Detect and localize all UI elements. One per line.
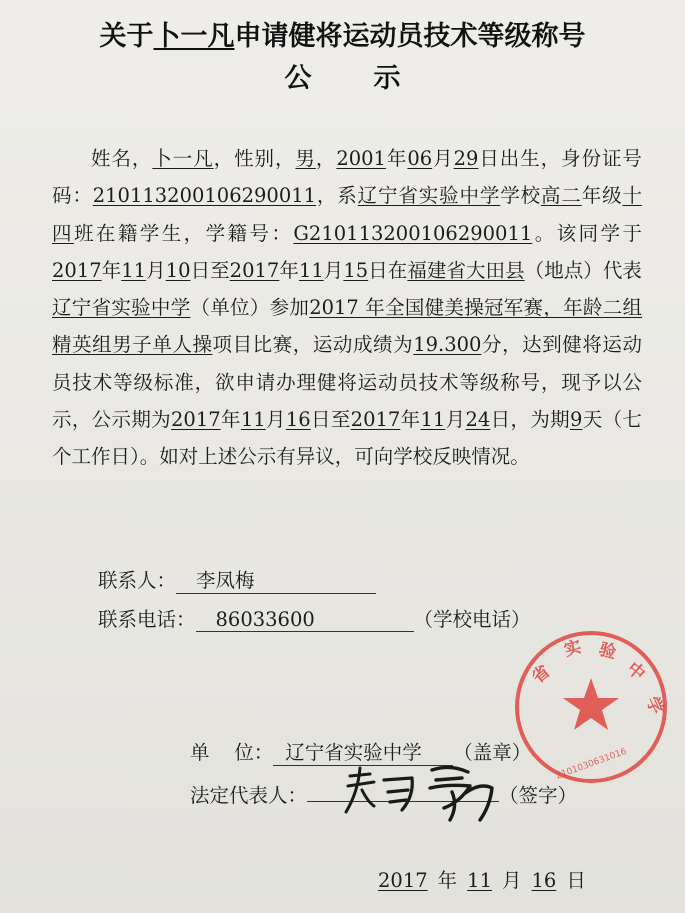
contact-person-label: 联系人： [98, 569, 177, 592]
text: 月 [146, 258, 166, 282]
end-month: 11 [298, 258, 324, 282]
text: 年 [437, 869, 458, 892]
text: ，性别， [213, 147, 296, 170]
unit-name: 辽宁省实验中学 [273, 737, 453, 766]
contact-phone-row [98, 604, 531, 632]
end-year: 2017 [229, 258, 280, 282]
text: 分，达到健将运动员技术等级标准，欲申请办理健将运动员技术等级称号，现予以公示，公示期为 [52, 333, 642, 432]
text: 年级 [581, 184, 623, 208]
text: 月 [501, 869, 522, 892]
text: 姓名， [91, 147, 153, 170]
publicity-end-month: 11 [420, 408, 446, 432]
text: ， [315, 147, 337, 170]
official-seal-icon [512, 628, 670, 786]
svg-text:中: 中 [622, 658, 649, 685]
publicity-start-day: 16 [285, 408, 311, 432]
birth-year: 2001 [336, 147, 386, 170]
date-day: 16 [531, 869, 557, 892]
text: 日至 [310, 408, 351, 432]
text: 月 [323, 258, 344, 282]
representing-unit: 辽宁省实验中学 [52, 296, 191, 320]
text: 年 [279, 258, 299, 282]
text: 年 [400, 408, 421, 432]
birth-day: 29 [453, 147, 479, 170]
text: 。该同学于 [532, 221, 642, 245]
publicity-end-year: 2017 [350, 408, 401, 432]
svg-text:实: 实 [562, 637, 584, 661]
publicity-start-month: 11 [240, 408, 266, 432]
text: 日出生，身份证号码： [52, 147, 642, 208]
representative-label: 法定代表人： [190, 784, 308, 807]
handwritten-signature [340, 762, 510, 824]
contact-phone-label: 联系电话： [98, 608, 196, 631]
svg-text:省: 省 [528, 661, 555, 688]
text: 日在 [368, 258, 408, 282]
publicity-start-year: 2017 [171, 408, 221, 432]
contact-person-row [98, 565, 376, 594]
score: 19.300 [413, 333, 482, 357]
competition-location: 福建省大田县 [407, 258, 525, 282]
title-name: 卜一凡 [153, 21, 235, 52]
start-year: 2017 [52, 258, 102, 282]
text: ，系 [316, 184, 358, 208]
text: 月 [265, 408, 286, 432]
gender: 男 [295, 147, 316, 170]
svg-text:2101030631016: 2101030631016 [554, 746, 629, 782]
text: 日 [566, 869, 586, 892]
notice-body [52, 140, 642, 476]
contact-phone-note: （学校电话） [413, 608, 531, 631]
grade: 高二 [540, 184, 582, 208]
contact-phone: 86033600 [196, 608, 414, 632]
text: 月 [432, 147, 454, 170]
text: （单位）参加 [190, 296, 310, 320]
text: 班在籍学生，学籍号： [73, 221, 294, 245]
unit-seal-note: （盖章） [453, 741, 532, 764]
sign-date [372, 865, 590, 893]
school-name: 辽宁省实验中学 [357, 184, 501, 208]
competition-name: 2017 年全国健美操冠军赛，年龄二组精英组男子单人操 [52, 296, 642, 357]
text: 日，为期 [490, 408, 570, 432]
end-day: 15 [343, 258, 369, 282]
text: （地点）代表 [524, 258, 642, 282]
start-month: 11 [121, 258, 147, 282]
applicant-name: 卜一凡 [152, 147, 214, 170]
date-month: 11 [467, 869, 492, 892]
svg-text:验: 验 [596, 639, 619, 664]
class-number: 十四 [52, 184, 642, 245]
publicity-days: 9 [570, 408, 583, 432]
text: 学校 [500, 184, 541, 208]
start-day: 10 [165, 258, 191, 282]
title-suffix: 申请健将运动员技术等级称号 [234, 21, 586, 52]
date-year: 2017 [378, 869, 428, 892]
text: 月 [445, 408, 466, 432]
document-subtitle: 公示 [284, 63, 463, 94]
svg-text:学: 学 [641, 693, 667, 718]
publicity-end-day: 24 [465, 408, 491, 432]
text: 年 [101, 258, 122, 282]
text: 年 [385, 147, 408, 170]
birth-month: 06 [407, 147, 433, 170]
id-number: 210113200106290011 [92, 184, 317, 208]
text: 项目比赛，运动成绩为 [212, 333, 414, 357]
unit-label: 单 位： [190, 741, 274, 764]
text: 天（七个工作日）。如对上述公示有异议，可向学校反映情况。 [52, 408, 642, 469]
text: 年 [220, 408, 241, 432]
document-title [0, 14, 685, 53]
contact-person: 李凤梅 [176, 565, 376, 594]
text: 日至 [190, 258, 230, 282]
student-number: G210113200106290011 [293, 221, 533, 245]
representative-sign-note: （签字） [499, 784, 578, 807]
title-prefix: 关于 [99, 21, 154, 52]
